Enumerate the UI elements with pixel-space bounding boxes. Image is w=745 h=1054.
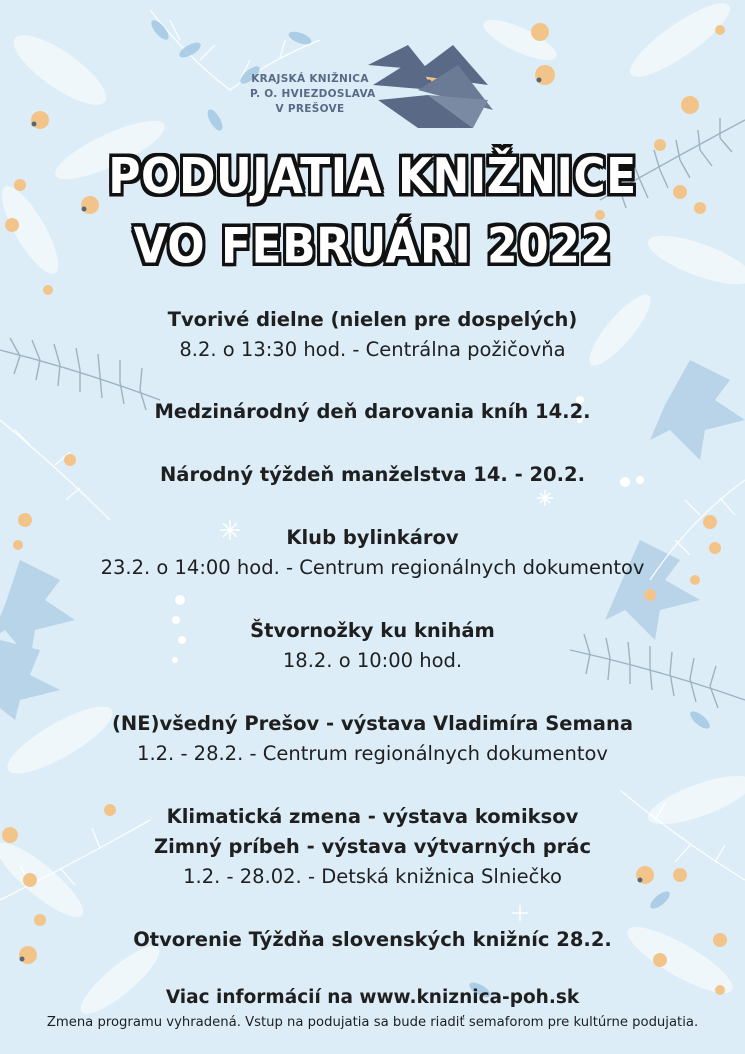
event-item — [0, 802, 745, 892]
event-item — [0, 523, 745, 583]
event-name: Medzinárodný deň darovania kníh 14.2. — [154, 400, 591, 423]
event-name: Národný týždeň manželstva 14. - 20.2. — [159, 463, 585, 486]
event-detail: 23.2. o 14:00 hod. - Centrum regionálnych dokumentov — [100, 556, 645, 579]
event-name: Klimatická zmena - výstava komiksov — [166, 805, 579, 828]
event-detail: 8.2. o 13:30 hod. - Centrálna požičovňa — [179, 338, 566, 361]
open-book-logo-icon — [358, 40, 498, 135]
more-info-link[interactable]: Viac informácií na www.kniznica-poh.sk — [165, 987, 580, 1008]
event-list — [0, 305, 745, 955]
event-detail: 18.2. o 10:00 hod. — [282, 649, 463, 672]
event-name: Klub bylinkárov — [286, 526, 459, 549]
event-item — [0, 460, 745, 490]
library-name — [250, 72, 376, 117]
poster-title — [0, 143, 745, 282]
poster-title-line-1: PODUJATIA KNIŽNICE — [108, 148, 637, 206]
event-name-secondary: Zimný príbeh - výstava výtvarných prác — [153, 835, 592, 858]
poster-title-line-2: VO FEBRUÁRI 2022 — [133, 217, 612, 275]
event-item — [0, 397, 745, 427]
library-name-line-3: V PREŠOVE — [275, 103, 345, 115]
event-item — [0, 616, 745, 676]
disclaimer-note: Zmena programu vyhradená. Vstup na podujatia sa bude riadiť semaforom pre kultúrne podujatia. — [46, 1015, 699, 1030]
event-detail: 1.2. - 28.2. - Centrum regionálnych dokumentov — [137, 742, 608, 765]
event-name: Otvorenie Týždňa slovenských knižníc 28.2. — [133, 928, 612, 951]
event-name: (NE)všedný Prešov - výstava Vladimíra Semana — [112, 712, 633, 735]
event-name: Tvorivé dielne (nielen pre dospelých) — [167, 308, 578, 331]
event-item — [0, 709, 745, 769]
event-item — [0, 305, 745, 365]
event-detail: 1.2. - 28.02. - Detská knižnica Slniečko — [183, 865, 562, 888]
library-name-line-1: KRAJSKÁ KNIŽNICA — [251, 73, 369, 85]
library-logo — [250, 40, 510, 140]
event-name: Štvornožky ku knihám — [250, 619, 495, 642]
library-name-line-2: P. O. HVIEZDOSLAVA — [250, 88, 376, 100]
event-item — [0, 925, 745, 955]
